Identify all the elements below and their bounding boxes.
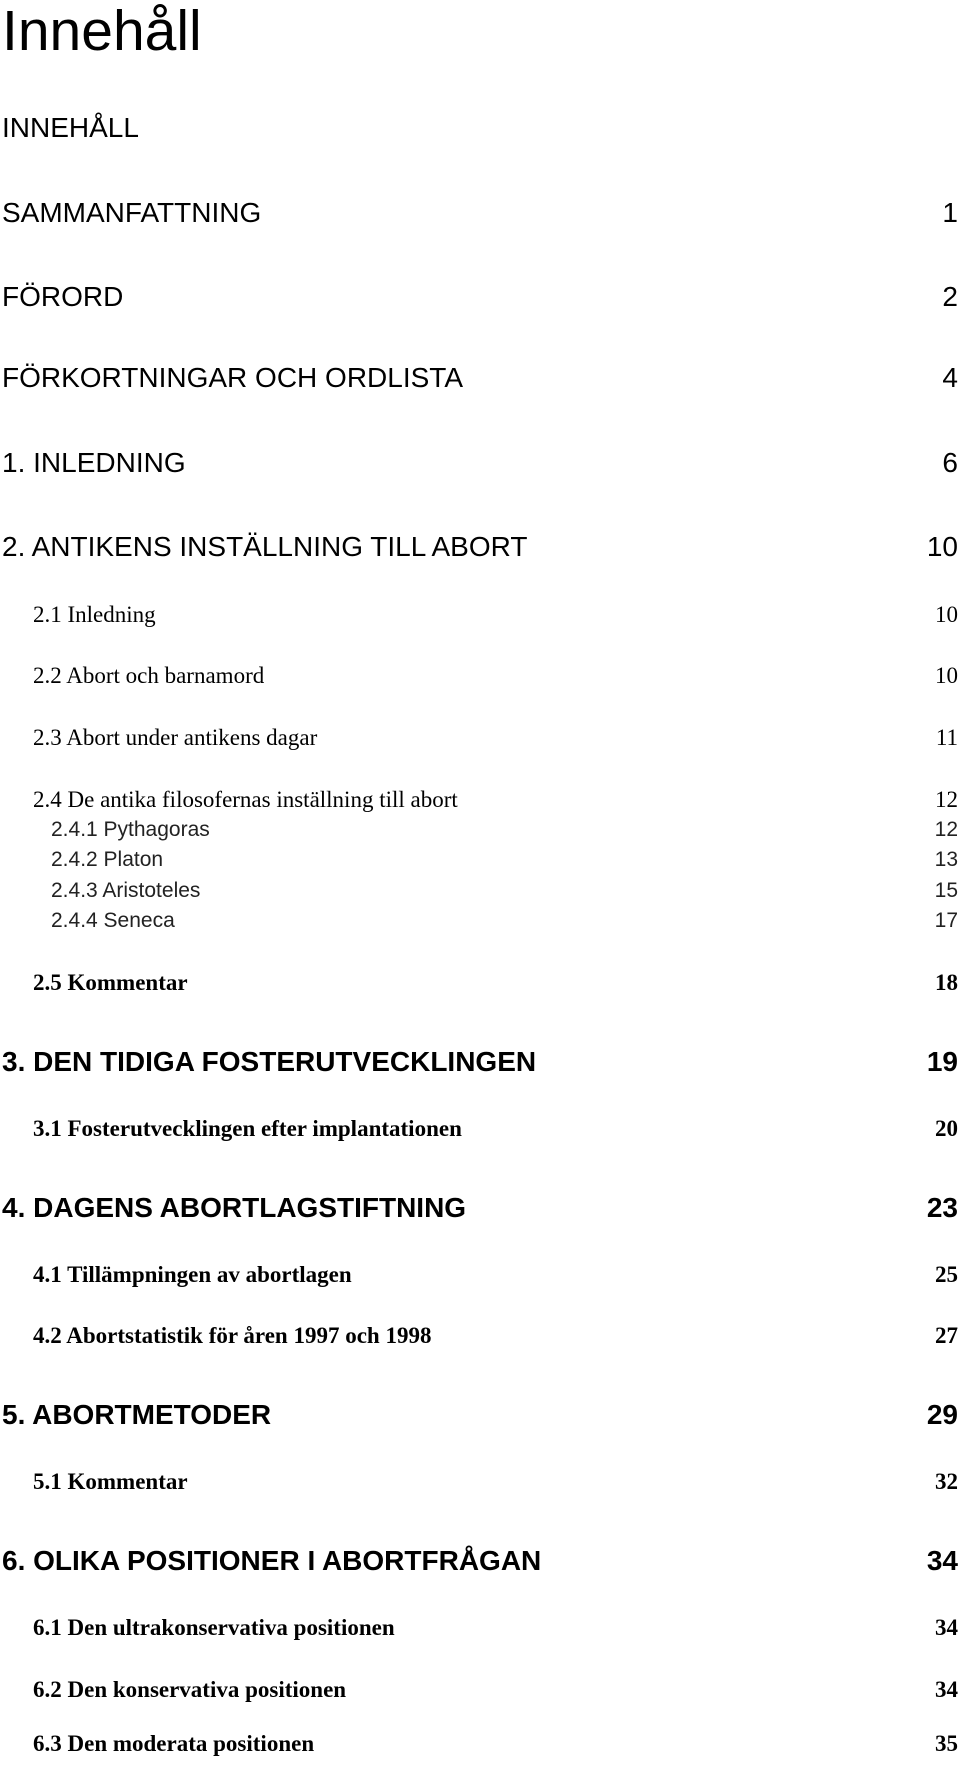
toc-entry-page: 15 xyxy=(934,879,958,902)
toc-entry-page: 34 xyxy=(935,1677,958,1702)
toc-entry-page: 34 xyxy=(926,1545,958,1576)
toc-entry-2-2[interactable] xyxy=(0,656,960,696)
toc-entry-title: FÖRKORTNINGAR OCH ORDLISTA xyxy=(2,362,464,393)
toc-entry-title: 4.2 Abortstatistik för åren 1997 och 1998 xyxy=(33,1323,432,1348)
toc-entry-page: 27 xyxy=(935,1323,958,1348)
toc-entry-2-4-4[interactable] xyxy=(0,901,960,941)
page-title: Innehåll xyxy=(2,0,202,63)
toc-entry-page: 20 xyxy=(935,1116,958,1141)
toc-entry-title: 6.3 Den moderata positionen xyxy=(33,1731,315,1756)
toc-entry-chapter-2[interactable] xyxy=(0,527,960,567)
toc-entry-title: 6. OLIKA POSITIONER I ABORTFRÅGAN xyxy=(2,1545,542,1576)
toc-entry-title: 2.4.3 Aristoteles xyxy=(51,879,201,902)
toc-entry-3-1[interactable] xyxy=(0,1109,960,1149)
toc-heading: INNEHÅLL xyxy=(2,112,139,143)
toc-entry-title: SAMMANFATTNING xyxy=(2,197,262,228)
toc-entry-5-1[interactable] xyxy=(0,1462,960,1502)
toc-entry-6-3[interactable] xyxy=(0,1724,960,1764)
toc-entry-page: 19 xyxy=(926,1046,958,1077)
toc-entry-chapter-5[interactable] xyxy=(0,1395,960,1435)
toc-entry-title: 3. DEN TIDIGA FOSTERUTVECKLINGEN xyxy=(2,1046,537,1077)
toc-entry-page: 17 xyxy=(934,909,958,932)
toc-entry-page: 10 xyxy=(926,531,958,562)
toc-entry-title: 2.1 Inledning xyxy=(33,602,156,627)
toc-entry-page: 12 xyxy=(935,787,958,812)
toc-entry-title: 6.1 Den ultrakonservativa positionen xyxy=(33,1615,395,1640)
toc-entry-title: 2.4.1 Pythagoras xyxy=(51,818,210,841)
toc-entry-forord[interactable] xyxy=(0,277,960,317)
toc-entry-title: 5. ABORTMETODER xyxy=(2,1399,272,1430)
toc-entry-page: 32 xyxy=(935,1469,958,1494)
toc-entry-2-3[interactable] xyxy=(0,718,960,758)
toc-entry-page: 23 xyxy=(926,1192,958,1223)
toc-entry-chapter-6[interactable] xyxy=(0,1541,960,1581)
toc-entry-page: 4 xyxy=(942,362,958,393)
toc-entry-title: 4. DAGENS ABORTLAGSTIFTNING xyxy=(2,1192,467,1223)
toc-entry-title: 3.1 Fosterutvecklingen efter implantationen xyxy=(33,1116,462,1141)
toc-entry-2-1[interactable] xyxy=(0,595,960,635)
toc-entry-title: 6.2 Den konservativa positionen xyxy=(33,1677,347,1702)
toc-entry-title: 2.5 Kommentar xyxy=(33,970,188,995)
toc-entry-title: 5.1 Kommentar xyxy=(33,1469,188,1494)
toc-entry-page: 10 xyxy=(935,663,958,688)
toc-entry-page: 13 xyxy=(934,848,958,871)
toc-entry-chapter-1[interactable] xyxy=(0,443,960,483)
toc-entry-page: 29 xyxy=(926,1399,958,1430)
toc-entry-chapter-3[interactable] xyxy=(0,1042,960,1082)
toc-entry-6-2[interactable] xyxy=(0,1670,960,1710)
toc-entry-page: 10 xyxy=(935,602,958,627)
toc-entry-title: FÖRORD xyxy=(2,281,124,312)
toc-entry-4-1[interactable] xyxy=(0,1255,960,1295)
toc-entry-forkortningar[interactable] xyxy=(0,358,960,398)
toc-entry-page: 35 xyxy=(935,1731,958,1756)
toc-entry-page: 11 xyxy=(935,725,958,750)
toc-entry-6-1[interactable] xyxy=(0,1608,960,1648)
toc-entry-title: 2.4 De antika filosofernas inställning till abort xyxy=(33,787,458,812)
toc-entry-page: 6 xyxy=(942,447,958,478)
toc-entry-title: 1. INLEDNING xyxy=(2,447,186,478)
toc-entry-title: 2.2 Abort och barnamord xyxy=(33,663,265,688)
toc-entry-chapter-4[interactable] xyxy=(0,1188,960,1228)
toc-entry-title: 2. ANTIKENS INSTÄLLNING TILL ABORT xyxy=(2,531,528,562)
toc-entry-page: 34 xyxy=(935,1615,958,1640)
toc-entry-title: 2.3 Abort under antikens dagar xyxy=(33,725,318,750)
toc-entry-2-5[interactable] xyxy=(0,963,960,1003)
toc-entry-title: 2.4.2 Platon xyxy=(51,848,164,871)
toc-entry-4-2[interactable] xyxy=(0,1316,960,1356)
toc-entry-sammanfattning[interactable] xyxy=(0,193,960,233)
toc-entry-page: 12 xyxy=(934,818,958,841)
toc-entry-page: 18 xyxy=(935,970,958,995)
toc-entry-page: 2 xyxy=(942,281,958,312)
toc-entry-title: 4.1 Tillämpningen av abortlagen xyxy=(33,1262,352,1287)
toc-entry-title: 2.4.4 Seneca xyxy=(51,909,175,932)
toc-entry-page: 1 xyxy=(942,197,958,228)
toc-entry-page: 25 xyxy=(935,1262,958,1287)
